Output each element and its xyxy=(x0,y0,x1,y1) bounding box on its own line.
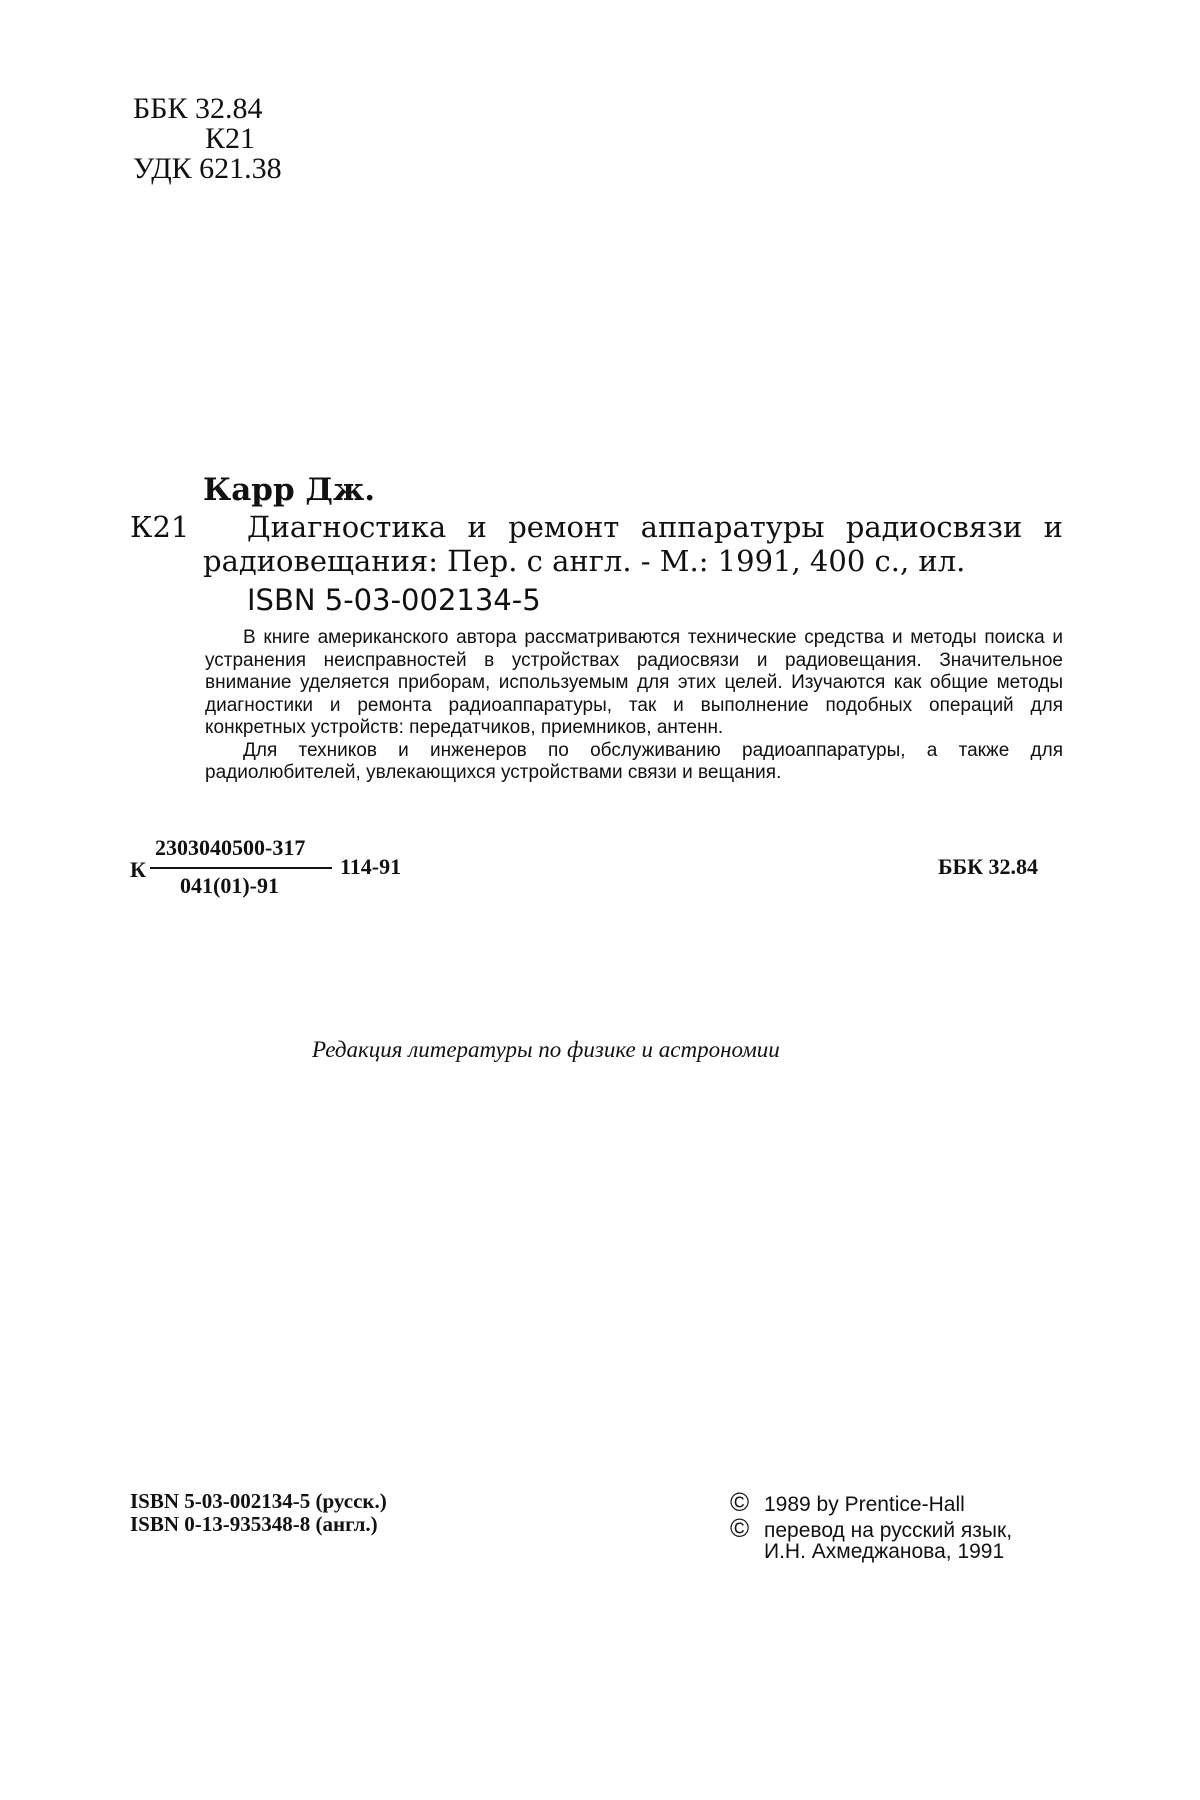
bbk-code: ББК 32.84 xyxy=(133,92,263,125)
copyright-icon: © xyxy=(730,1513,750,1543)
fraction-k-letter: К xyxy=(130,857,146,882)
index-mark: К21 xyxy=(130,510,190,544)
copyright-line-1 xyxy=(730,1487,965,1517)
author-name: Карр Дж. xyxy=(203,472,376,508)
fraction-denominator: 041(01)-91 xyxy=(180,873,279,898)
copyright-translator: И.Н. Ахмеджанова, 1991 xyxy=(764,1540,1005,1563)
fraction-numerator: 2303040500-317 xyxy=(155,835,306,860)
copyright-icon: © xyxy=(730,1487,750,1517)
book-title: Диагностика и ремонт аппаратуры радиосвязи и радиовещания: Пер. с англ. - М.: 1991, 400 с., ил. xyxy=(203,510,1063,578)
editorial-office: Редакция литературы по физике и астрономии xyxy=(312,1037,780,1062)
isbn-english: ISBN 0-13-935348-8 (англ.) xyxy=(130,1512,378,1536)
annotation-paragraph-1: В книге американского автора рассматриваются технические средства и методы поиска и устранения неисправностей в устройствах радиосвязи и радиовещания. Значительное внимание уделяется приборам, используемым для этих целей. Изучаются как общие методы диагностики и ремонта радиоаппаратуры, так и выполнение подобных операций для конкретных устройств: передатчиков, приемников, антенн. xyxy=(205,627,1063,738)
copyright-translation: перевод на русский язык, xyxy=(764,1519,1013,1542)
udk-code: УДК 621.38 xyxy=(133,152,282,185)
annotation xyxy=(205,627,1063,785)
copyright-line-2 xyxy=(730,1513,1013,1543)
fraction-bar xyxy=(150,867,332,869)
copyright-publisher: 1989 by Prentice-Hall xyxy=(764,1493,965,1516)
author-mark: К21 xyxy=(205,122,256,155)
annotation-paragraph-2: Для техников и инженеров по обслуживанию радиоаппаратуры, а также для радиолюбителей, увлекающихся устройствами связи и вещания. xyxy=(205,739,1063,783)
bbk-code-right: ББК 32.84 xyxy=(938,854,1039,879)
isbn-main: ISBN 5-03-002134-5 xyxy=(247,583,541,617)
price-code: 114-91 xyxy=(340,854,402,879)
isbn-russian: ISBN 5-03-002134-5 (русск.) xyxy=(130,1489,387,1513)
